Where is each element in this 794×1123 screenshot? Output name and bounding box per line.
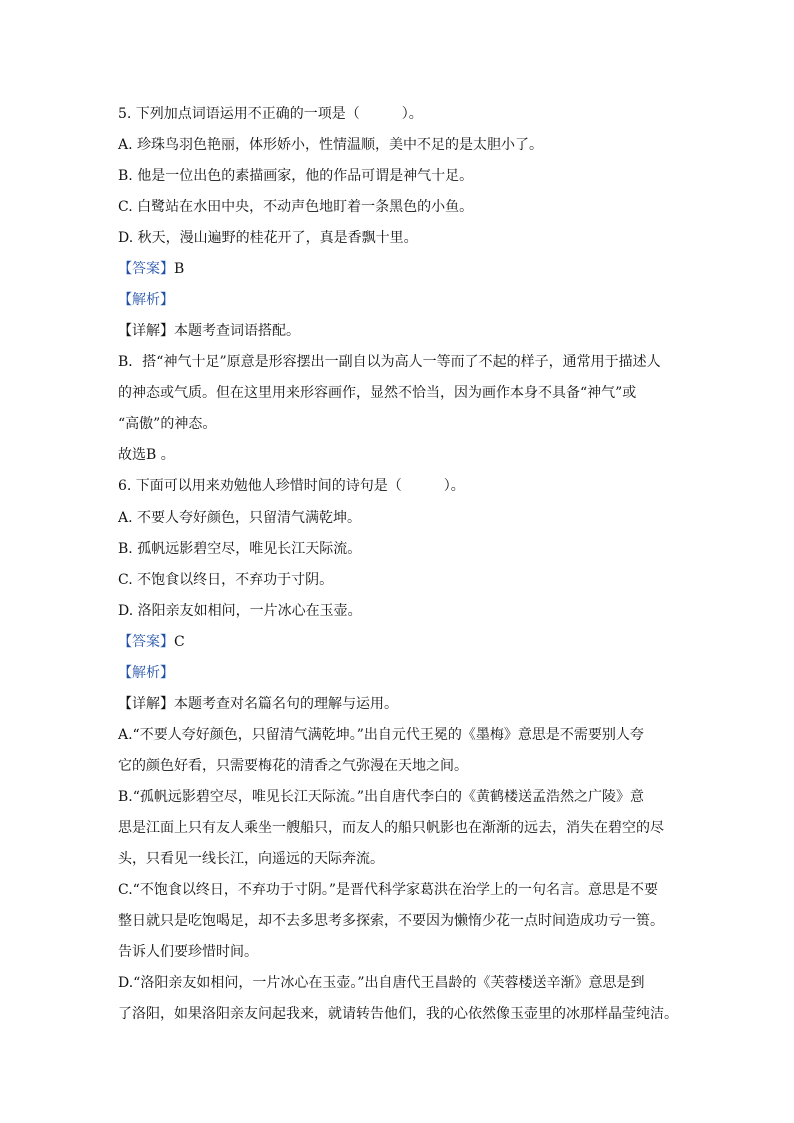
detail-tag: 【详解】 xyxy=(118,696,174,712)
answer-tag: 【答案】 xyxy=(118,261,174,277)
question-6-analysis xyxy=(118,663,174,683)
question-5-explain-line: “高傲”的神态。 xyxy=(118,416,217,432)
detail-text: 本题考查对名篇名句的理解与运用。 xyxy=(174,696,398,712)
question-6-explain-line: 思是江面上只有友人乘坐一艘船只，而友人的船只帆影也在渐渐的远去，消失在碧空的尽 xyxy=(118,820,664,836)
question-6-explain-line: D.“洛阳亲友如相问，一片冰心在玉壶。”出自唐代王昌龄的《芙蓉楼送辛渐》意思是到 xyxy=(118,975,645,991)
detail-text: 本题考查词语搭配。 xyxy=(174,323,300,339)
question-6-explain-line: 了洛阳，如果洛阳亲友问起我来，就请转告他们，我的心依然像玉壶里的冰那样晶莹纯洁。 xyxy=(118,1006,678,1022)
question-5-option-c: C. 白鹭站在水田中央，不动声色地盯着一条黑色的小鱼。 xyxy=(118,199,474,215)
question-5-conclusion: 故选B 。 xyxy=(118,447,175,463)
question-5-explain-line: 的神态或气质。但在这里用来形容画作，显然不恰当，因为画作本身不具备“神气”或 xyxy=(118,385,637,401)
question-6-explain-line: 它的颜色好看，只需要梅花的清香之气弥漫在天地之间。 xyxy=(118,758,468,774)
question-6-answer xyxy=(118,632,185,652)
analysis-tag: 【解析】 xyxy=(118,292,174,308)
question-6-option-b: B. 孤帆远影碧空尽，唯见长江天际流。 xyxy=(118,541,362,557)
question-6-explain-line: C.“不饱食以终日，不弃功于寸阴。”是晋代科学家葛洪在治学上的一句名言。意思是不要 xyxy=(118,882,658,898)
answer-value: C xyxy=(174,634,185,650)
question-6-explain-line: 头，只看见一线长江，向遥远的天际奔流。 xyxy=(118,851,384,867)
question-5-explain-line: B．搭“神气十足”原意是形容摆出一副自以为高人一等而了不起的样子，通常用于描述人 xyxy=(118,354,661,370)
question-5-option-d: D. 秋天，漫山遍野的桂花开了，真是香飘十里。 xyxy=(118,230,418,246)
question-6-explain-line: 告诉人们要珍惜时间。 xyxy=(118,944,258,960)
question-5-analysis xyxy=(118,290,174,310)
analysis-tag: 【解析】 xyxy=(118,665,174,681)
question-6-option-a: A. 不要人夸好颜色，只留清气满乾坤。 xyxy=(118,510,362,526)
answer-value: B xyxy=(174,261,185,277)
question-5-option-a: A. 珍珠鸟羽色艳丽，体形娇小，性情温顺，美中不足的是太胆小了。 xyxy=(118,137,544,153)
question-6-stem: 6. 下面可以用来劝勉他人珍惜时间的诗句是（ ）。 xyxy=(118,478,465,494)
question-6-explain-line: B.“孤帆远影碧空尽，唯见长江天际流。”出自唐代李白的《黄鹤楼送孟浩然之广陵》意 xyxy=(118,789,645,805)
question-6-option-c: C. 不饱食以终日，不弃功于寸阴。 xyxy=(118,572,334,588)
question-6-explain-line: 整日就只是吃饱喝足，却不去多思考多探索，不要因为懒惰少花一点时间造成功亏一篑。 xyxy=(118,913,664,929)
question-6-explain-line: A.“不要人夸好颜色，只留清气满乾坤。”出自元代王冕的《墨梅》意思是不需要别人夸 xyxy=(118,727,644,743)
question-5-answer xyxy=(118,259,184,279)
detail-tag: 【详解】 xyxy=(118,323,174,339)
question-5-detail xyxy=(118,321,300,341)
question-6-detail xyxy=(118,694,398,714)
question-6-option-d: D. 洛阳亲友如相问，一片冰心在玉壶。 xyxy=(118,603,362,619)
question-5-stem: 5. 下列加点词语运用不正确的一项是（ ）。 xyxy=(118,106,423,122)
question-5-option-b: B. 他是一位出色的素描画家，他的作品可谓是神气十足。 xyxy=(118,168,474,184)
answer-tag: 【答案】 xyxy=(118,634,174,650)
